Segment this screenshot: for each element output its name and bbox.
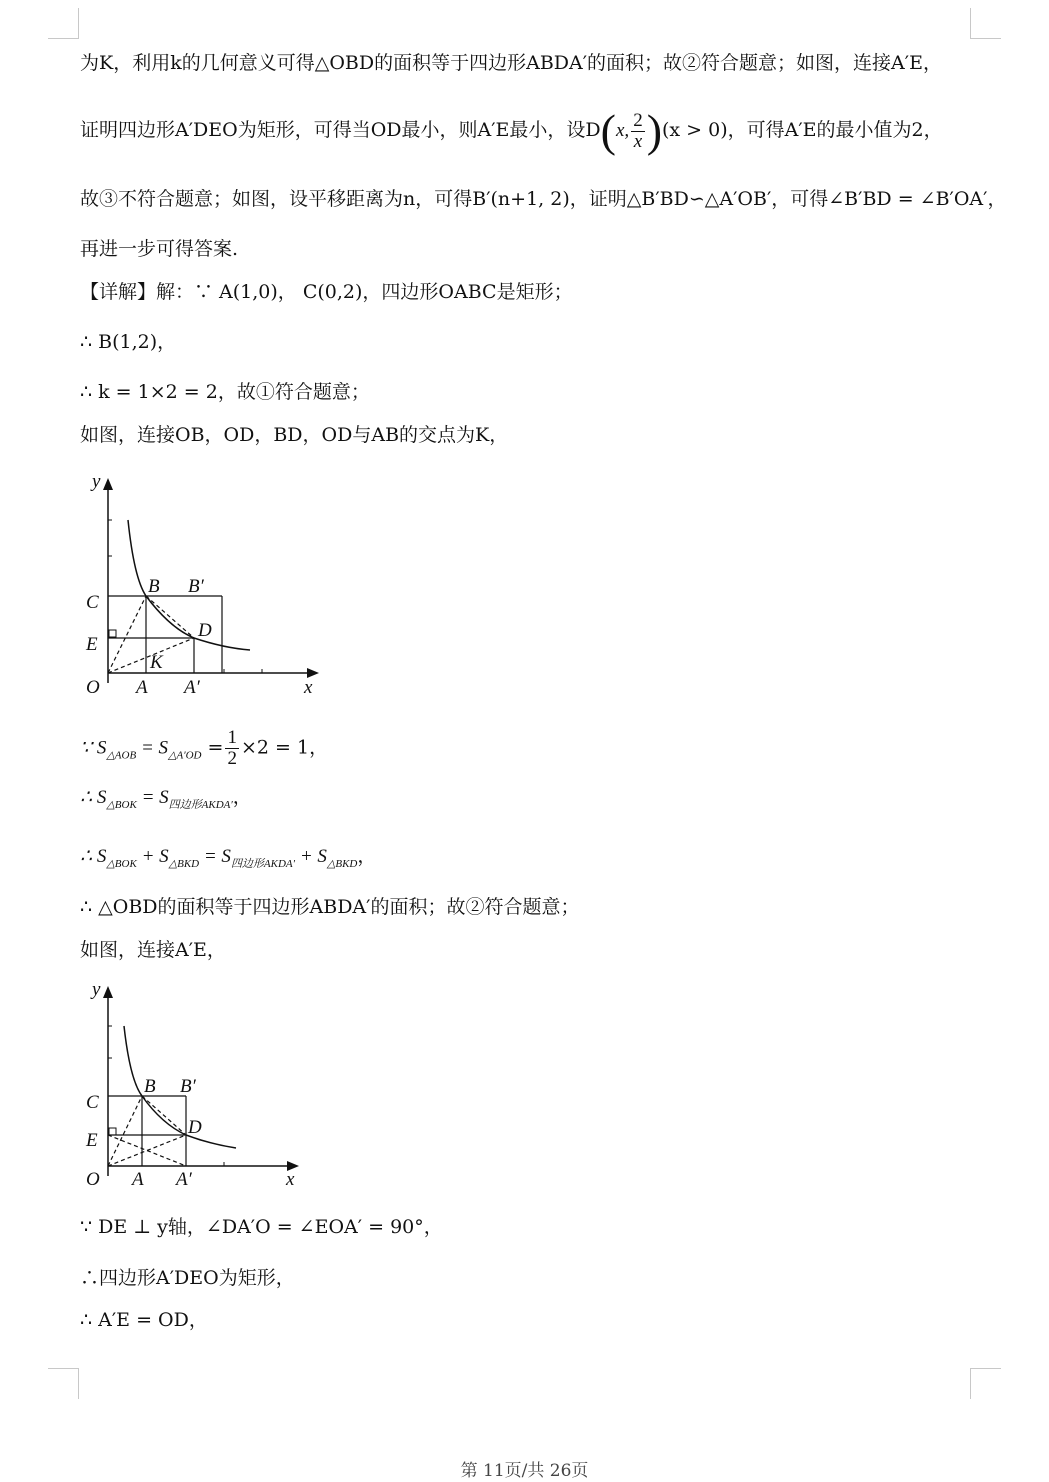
corner-mark-top-right	[970, 8, 1001, 39]
text-line-8: 如图，连接OB，OD，BD，OD与AB的交点为K，	[80, 424, 509, 446]
text-line-13: 如图，连接A′E，	[80, 939, 226, 961]
fig1-label-B: B	[148, 576, 160, 597]
fig1-label-K: K	[150, 652, 163, 673]
corner-mark-top-left	[48, 8, 79, 39]
corner-mark-bottom-right	[970, 1368, 1001, 1399]
fig1-label-O: O	[86, 677, 100, 698]
text-line-16: ∴ A′E = OD，	[80, 1309, 208, 1331]
fig2-label-A: A	[132, 1169, 144, 1190]
fig1-label-y: y	[92, 471, 101, 492]
text-line-4: 再进一步可得答案.	[80, 238, 239, 260]
text-line-3: 故③不符合题意；如图，设平移距离为n，可得B′(n+1, 2)，证明△B′BD∽△A′OB′，可得∠B′BD = ∠B′OA′，	[80, 188, 1007, 210]
fig1-label-C: C	[86, 592, 99, 613]
text-line-15: ∴四边形A′DEO为矩形，	[80, 1267, 295, 1289]
fraction-one-half: $\frac{1}{2}$	[227, 727, 237, 769]
fig2-label-y: y	[92, 979, 101, 1000]
text-line-5: 【详解】解：∵ A(1,0)， C(0,2)，四边形OABC是矩形；	[80, 281, 573, 303]
fig2-label-x: x	[286, 1169, 295, 1190]
figure-1-coordinate-graph	[74, 468, 334, 700]
fig2-label-D: D	[188, 1117, 202, 1138]
fig2-label-B: B	[144, 1076, 156, 1097]
fraction-2-over-x: $\frac{2}{x}$	[633, 109, 643, 152]
text-line-1: 为K，利用k的几何意义可得△OBD的面积等于四边形ABDA′的面积；故②符合题意；如图，连接A′E，	[80, 52, 942, 74]
fig2-label-B-prime: B′	[180, 1076, 196, 1097]
fig1-label-x: x	[304, 677, 313, 698]
corner-mark-bottom-left	[48, 1368, 79, 1399]
fig1-label-B-prime: B′	[188, 576, 204, 597]
fig2-label-C: C	[86, 1092, 99, 1113]
text-line-14: ∵ DE ⊥ y轴，∠DA′O = ∠EOA′ = 90°，	[80, 1216, 443, 1238]
page-footer: 第 11页/共 26页	[460, 1461, 589, 1481]
text-line-9: ∵ $S_{\triangle AOB} = S_{\triangle A'OD}$ = $\frac{1}{2}$ ×2 = 1，	[80, 727, 329, 769]
fig2-label-A-prime: A′	[176, 1169, 192, 1190]
text-line-2-start: 证明四边形A′DEO为矩形，可得当OD最小，则A′E最小，设D	[80, 119, 601, 141]
text-line-2-end: (x > 0)，可得A′E的最小值为2，	[662, 119, 943, 141]
fig2-label-E: E	[86, 1130, 98, 1151]
text-line-6: ∴ B(1,2)，	[80, 331, 177, 353]
fig1-label-E: E	[86, 634, 98, 655]
figure-2-coordinate-graph	[74, 978, 314, 1192]
text-line-7: ∴ k = 1×2 = 2，故①符合题意；	[80, 381, 370, 403]
text-line-11: ∴ $S_{\triangle BOK} + S_{\triangle BKD} = S_{四边形AKDA'} + S_{\triangle BKD}$，	[80, 845, 377, 870]
fig1-label-A-prime: A′	[184, 677, 200, 698]
text-line-12: ∴ △OBD的面积等于四边形ABDA′的面积；故②符合题意；	[80, 896, 580, 918]
text-line-2-x: x,	[616, 120, 630, 141]
fig1-label-D: D	[198, 620, 212, 641]
fig2-label-O: O	[86, 1169, 100, 1190]
text-line-2: 证明四边形A′DEO为矩形，可得当OD最小，则A′E最小，设D(x, $\frac{2}{x}$ )(x > 0)，可得A′E的最小值为2，	[80, 105, 943, 156]
text-line-10: ∴ $S_{\triangle BOK} = S_{四边形AKDA'}$，	[80, 786, 252, 811]
fig1-label-A: A	[136, 677, 148, 698]
